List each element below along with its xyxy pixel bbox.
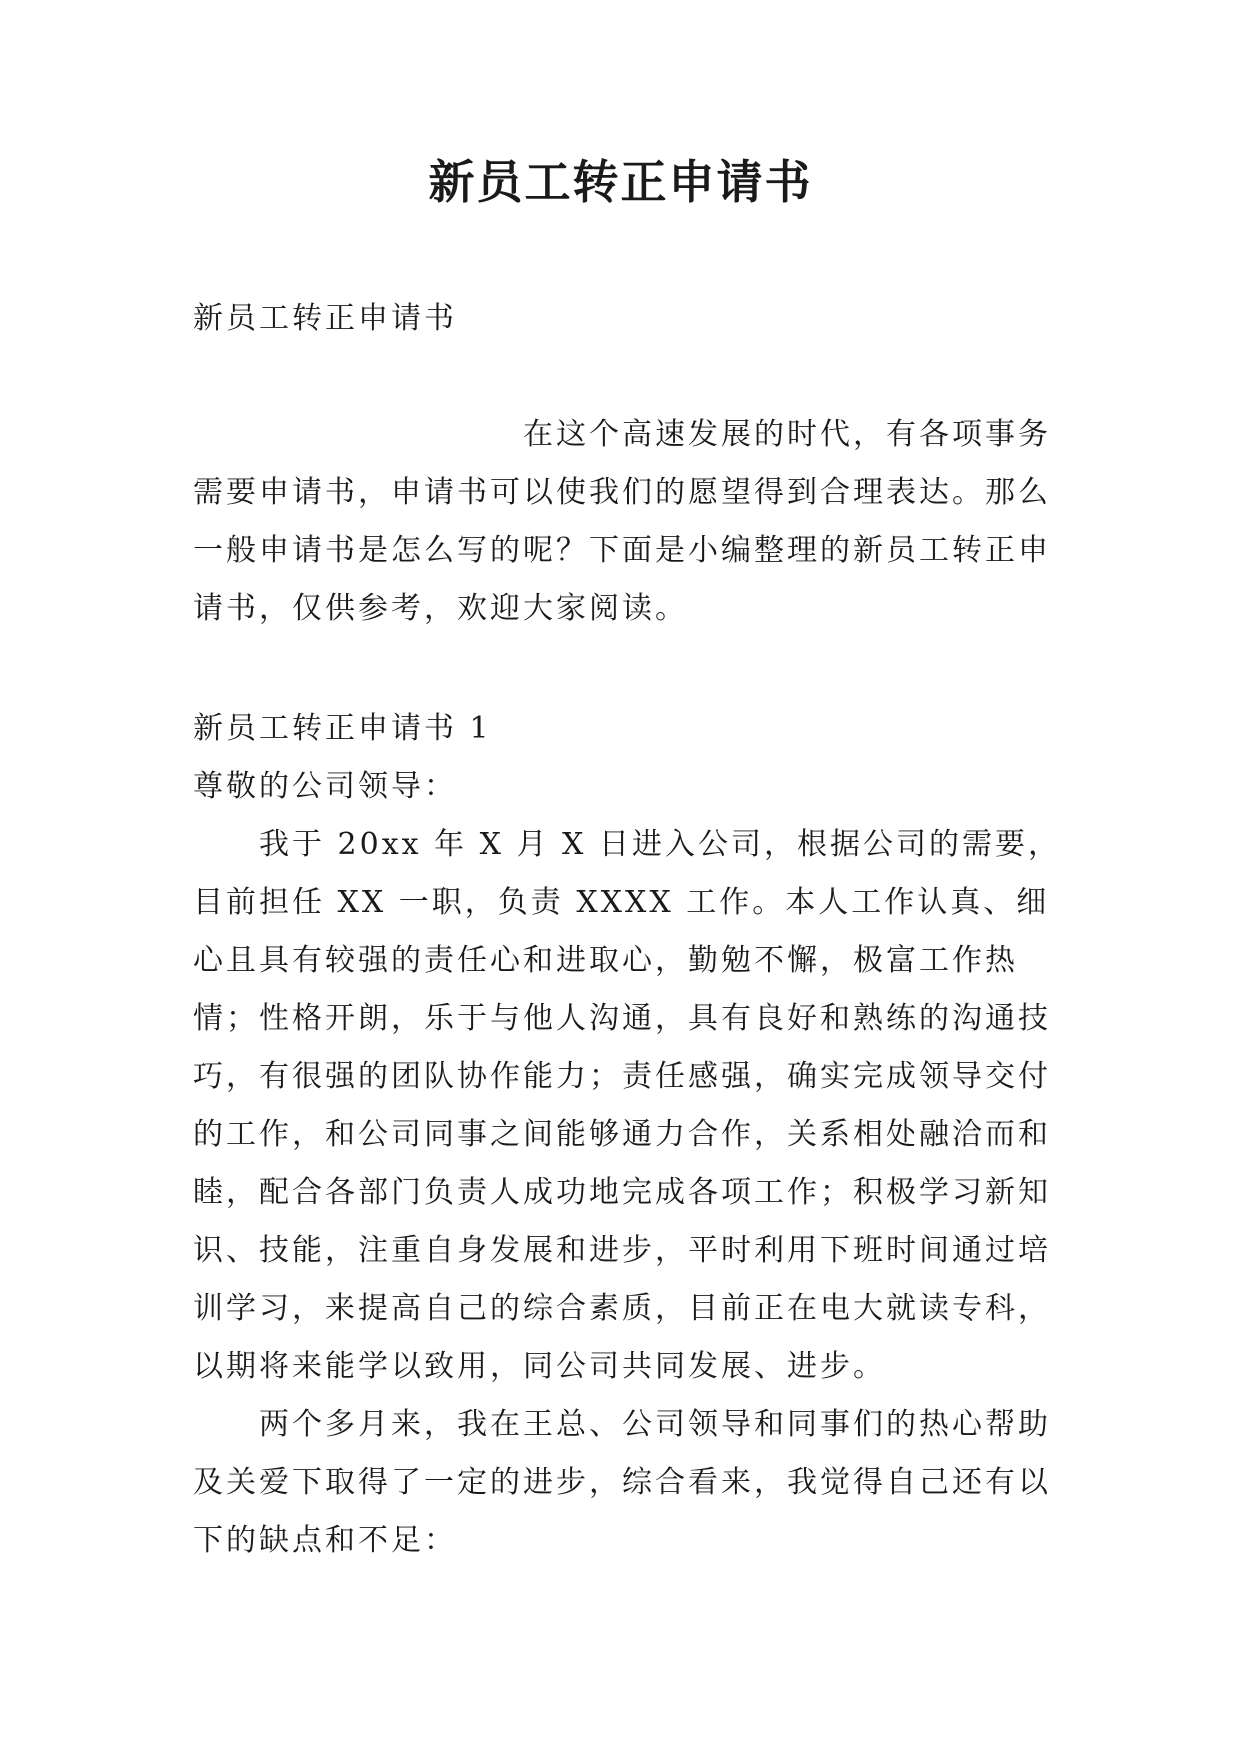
document-title: 新员工转正申请书 <box>428 155 813 209</box>
salutation: 尊敬的公司领导： <box>193 769 457 804</box>
document-subtitle: 新员工转正申请书 <box>193 301 457 336</box>
body-paragraph: 我于 20xx 年 X 月 X 日进入公司，根据公司的需要，目前担任 XX 一职，负责 XXXX 工作。本人工作认真、细心且具有较强的责任心和进取心，勤勉不懈，极富工作热情；性格开朗，乐于与他人沟通，具有良好和熟练的沟通技巧，有很强的团队协作能力；责任感强，确实完成领导交付的工作，和公司同事之间能够通力合作，关系相处融洽而和睦，配合各部门负责人成功地完成各项工作；积极学习新知识、技能，注重自身发展和进步，平时利用下班时间通过培训学习，来提高自己的综合素质，目前正在电大就读专科，以期将来能学以致用，同公司共同发展、进步。 <box>193 827 1061 1384</box>
document-body <box>193 290 1063 1570</box>
section-heading: 新员工转正申请书 1 <box>193 711 492 746</box>
spacer <box>193 348 1063 406</box>
intro-paragraph: 在这个高速发展的时代，有各项事务需要申请书，申请书可以使我们的愿望得到合理表达。那么一般申请书是怎么写的呢？下面是小编整理的新员工转正申请书，仅供参考，欢迎大家阅读。 <box>193 417 1051 626</box>
spacer <box>193 638 1063 700</box>
body-paragraph: 两个多月来，我在王总、公司领导和同事们的热心帮助及关爱下取得了一定的进步，综合看来，我觉得自己还有以下的缺点和不足： <box>193 1407 1051 1558</box>
